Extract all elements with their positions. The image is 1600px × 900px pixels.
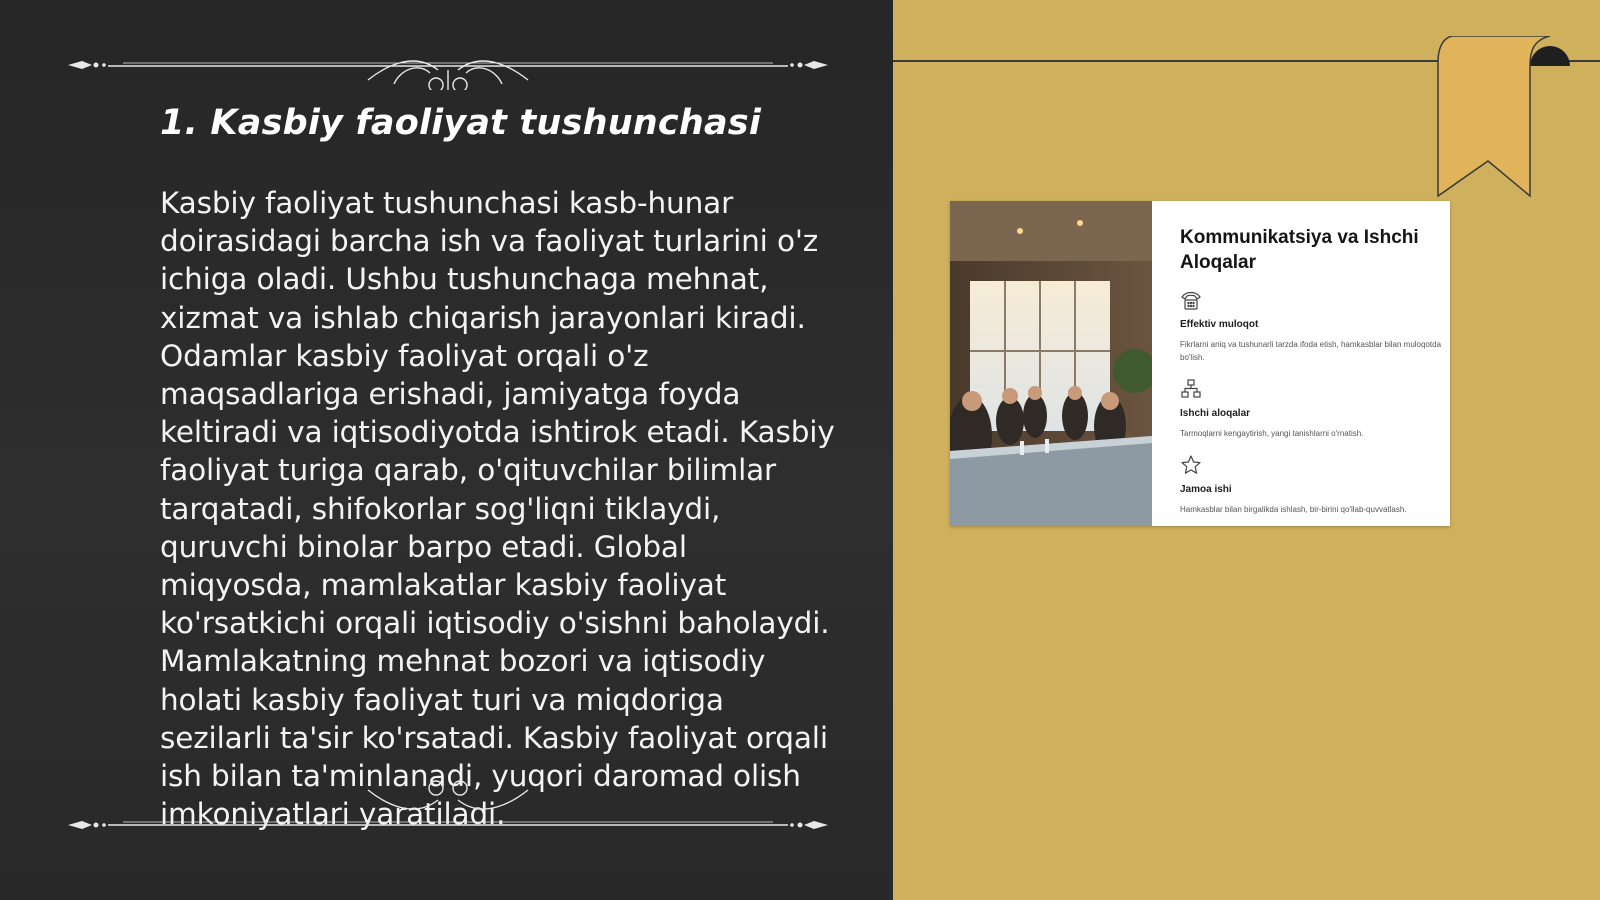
feature-title: Jamoa ishi bbox=[1180, 484, 1232, 495]
bookmark-ribbon-icon bbox=[1430, 36, 1580, 198]
feature-description: Hamkasblar bilan birgalikda ishlash, bir-birini qo'llab-quvvatlash. bbox=[1180, 505, 1407, 514]
feature-item bbox=[1180, 454, 1450, 516]
feature-title: Effektiv muloqot bbox=[1180, 319, 1259, 330]
feature-title: Ishchi aloqalar bbox=[1180, 408, 1251, 419]
feature-description: Tarmoqlarni kengaytirish, yangi tanishlarni o'rnatish. bbox=[1180, 429, 1364, 438]
card-content bbox=[1180, 225, 1450, 516]
network-icon bbox=[1180, 378, 1202, 400]
bottom-ornament-divider bbox=[68, 780, 828, 830]
feature-item bbox=[1180, 289, 1450, 364]
feature-item bbox=[1180, 378, 1450, 440]
slide-body-paragraph: Kasbiy faoliyat tushunchasi kasb-hunar doirasidagi barcha ish va faoliyat turlarini o'z ichiga oladi. Ushbu tushunchaga mehnat, xizmat va ishlab chiqarish jarayonlari kiradi. Odamlar kasbiy faoliyat orqali o'z maqsadlariga erishadi, jamiyatga foyda keltiradi va iqtisodiyotda ishtirok etadi. Kasbiy faoliyat turiga qarab, o'qituvchilar bilimlar tarqatadi, shifokorlar sog'liqni tiklaydi, quruvchi binolar barpo etadi. Global miqyosda, mamlakatlar kasbiy faoliyat ko'rsatkichi orqali iqtisodiy o'sishni baholaydi. Mamlakatning mehnat bozori va iqtisodiy holati kasbiy faoliyat turi va miqdoriga sezilarli ta'sir ko'rsatadi. Kasbiy faoliyat orqali ish bilan ta'minlanadi, yuqori daromad olish imkoniyatlari yaratiladi. bbox=[160, 186, 835, 832]
star-icon bbox=[1180, 454, 1202, 476]
slide-title: 1. Kasbiy faoliyat tushunchasi bbox=[160, 103, 762, 143]
telephone-icon bbox=[1180, 289, 1202, 311]
card-title: Kommunikatsiya va Ishchi Aloqalar bbox=[1180, 227, 1419, 273]
communication-info-card bbox=[950, 201, 1450, 526]
top-ornament-divider bbox=[68, 40, 828, 90]
feature-description: Fikrlarni aniq va tushunarli tarzda ifoda etish, hamkasblar bilan muloqotda bo'lish. bbox=[1180, 340, 1442, 362]
office-meeting-photo bbox=[950, 201, 1152, 526]
